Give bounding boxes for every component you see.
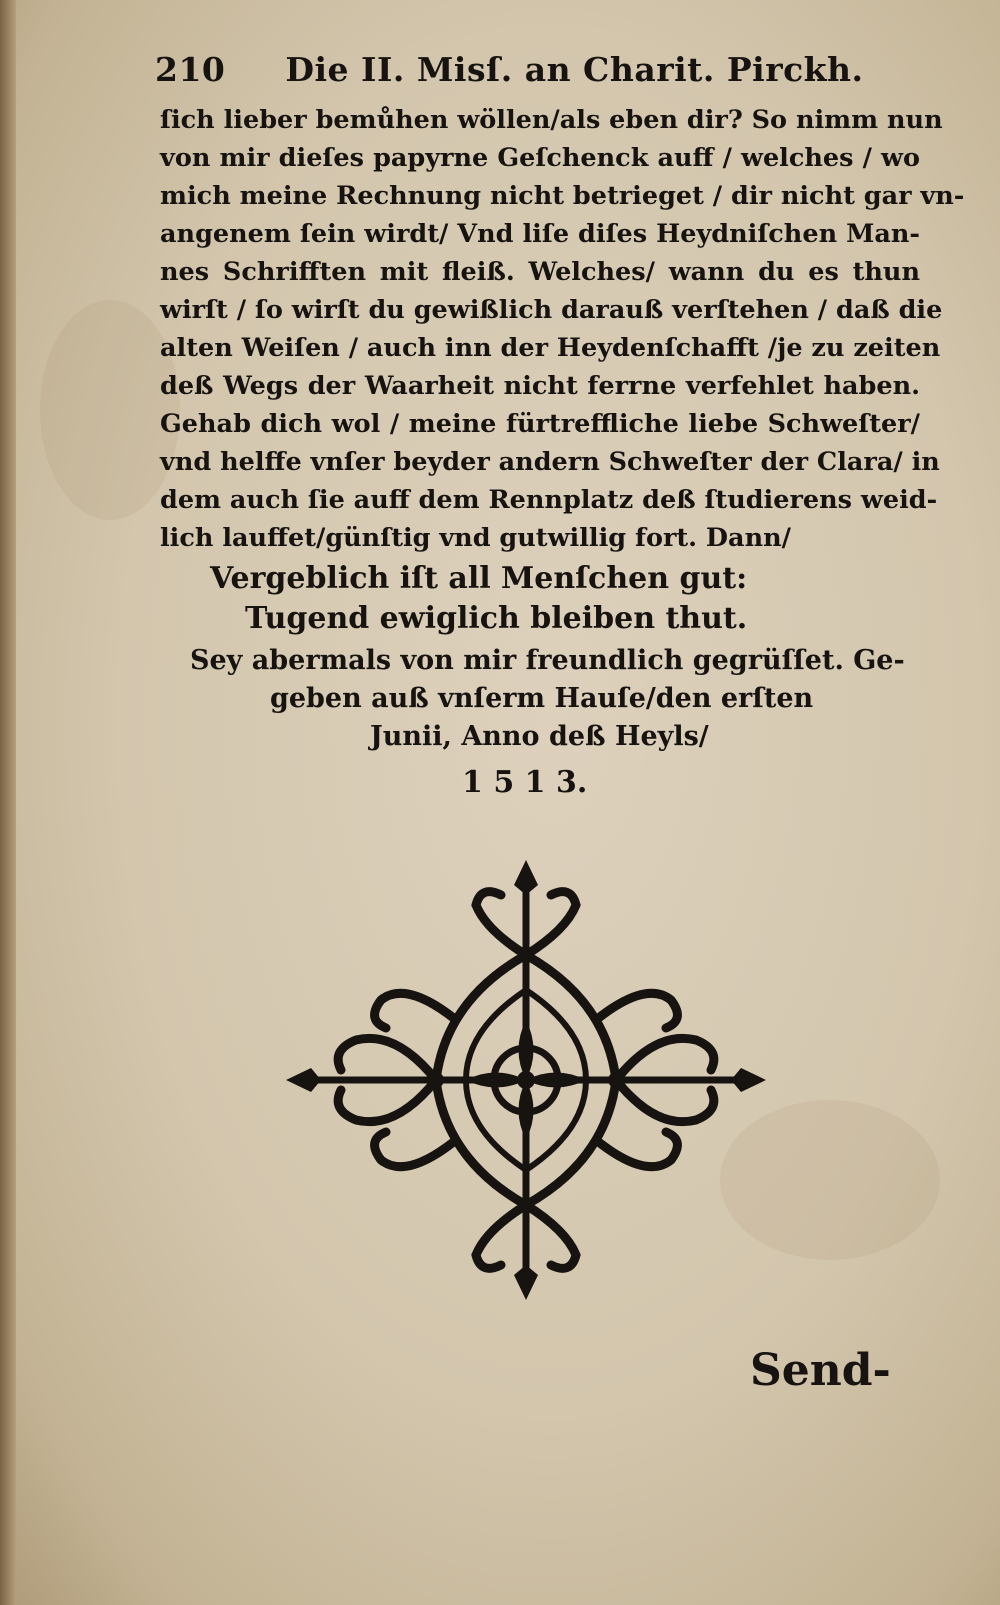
body-line: angenem ſein wirdt/ Vnd liſe diſes Heydniſchen Man- (160, 219, 920, 249)
page-gutter-edge (0, 0, 16, 1605)
closing-line: Sey abermals von mir freundlich gegrüſſet. Ge- (190, 645, 905, 676)
year-line: 1 5 1 3. (462, 765, 588, 800)
body-line: dem auch ſie auff dem Rennplatz deß ſtudierens weid- (160, 485, 938, 515)
running-header (155, 50, 864, 89)
body-line: mich meine Rechnung nicht betrieget / dir nicht gar vn- (160, 181, 965, 211)
closing-line: Junii, Anno deß Heyls/ (370, 721, 709, 752)
running-title: Die II. Misſ. an Charit. Pirckh. (285, 50, 864, 89)
body-line: Gehab dich wol / meine fürtreffliche liebe Schweſter/ (160, 409, 920, 439)
verse-line: Vergeblich iſt all Menſchen gut: (210, 561, 748, 596)
floral-vignette-icon (286, 860, 766, 1300)
page-number: 210 (155, 50, 226, 89)
body-line: wirſt / ſo wirſt du gewißlich darauß verſtehen / daß die (160, 295, 943, 325)
body-line: vnd helffe vnſer beyder andern Schweſter der Clara/ in (160, 447, 940, 477)
closing-line: geben auß vnſerm Hauſe/den erſten (270, 683, 814, 714)
body-line: alten Weiſen / auch inn der Heydenſchafft /je zu zeiten (160, 333, 941, 363)
body-line: von mir dieſes papyrne Geſchenck auff / welches / wo (160, 143, 920, 173)
verse-line: Tugend ewiglich bleiben thut. (245, 601, 748, 636)
body-line: deß Wegs der Waarheit nicht ferrne verfehlet haben. (160, 371, 920, 401)
body-line: lich lauffet/günſtig vnd gutwillig fort. Dann/ (160, 523, 791, 553)
body-line: nes Schrifften mit fleiß. Welches/ wann du es thun (160, 257, 920, 287)
paper-stain (40, 300, 180, 520)
body-line: ſich lieber bemůhen wöllen/als eben dir? So nimm nun (160, 105, 943, 135)
catchword: Send- (750, 1345, 891, 1396)
